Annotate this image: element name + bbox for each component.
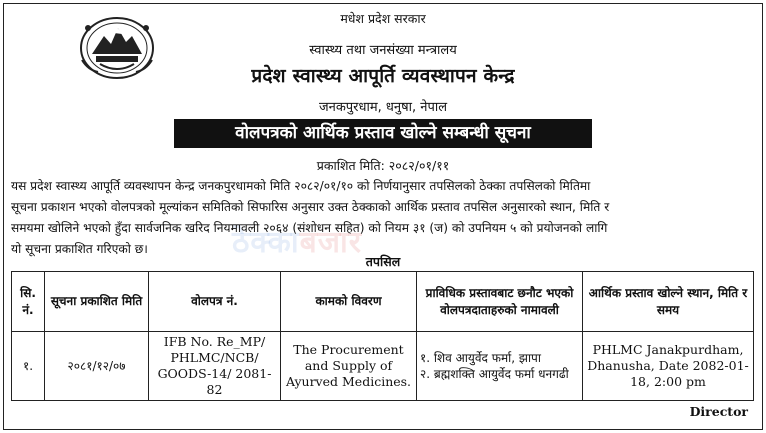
- office-name: प्रदेश स्वास्थ्य आपूर्ति व्यवस्थापन केन्द्र: [251, 65, 515, 87]
- published-date: प्रकाशित मिति: २०८२/०१/११: [316, 158, 450, 173]
- col-header-date: सूचना प्रकाशित मिति: [45, 272, 149, 332]
- notice-body: [11, 176, 753, 260]
- govt-name: मधेश प्रदेश सरकार: [340, 11, 426, 26]
- office-location: जनकपुरधाम, धनुषा, नेपाल: [318, 100, 448, 115]
- cell-date: २०८१/१२/०७: [45, 332, 149, 401]
- body-line: सूचना प्रकाशन भएको वोलपत्रको मूल्यांकन समितिको सिफारिस अनुसार उक्त ठेक्काको आर्थिक प्रस्ताव तपसिल अनुसारको स्थान, मिति र: [11, 200, 610, 214]
- col-header-sn: सि. नं.: [12, 272, 45, 332]
- body-line: समयमा खोलिने भएको हुँदा सार्वजनिक खरिद नियमावली २०६४ (संशोधन सहित) को नियम ३१ (ज) को उपनियम ५ को प्रयोजनको लागि: [11, 221, 608, 235]
- schedule-table: [11, 271, 754, 401]
- cell-ifb: IFB No. Re_MP/ PHLMC/NCB/ GOODS-14/ 2081-82: [149, 332, 281, 401]
- watermark-part1: ठेक्का: [232, 225, 300, 260]
- schedule-heading: तपसिल: [365, 254, 401, 269]
- col-header-ifb: वोलपत्र नं.: [149, 272, 281, 332]
- col-header-opening: आर्थिक प्रस्ताव खोल्ने स्थान, मिति र समय: [583, 272, 754, 332]
- watermark-part2: बजार: [299, 225, 363, 260]
- ministry-name: स्वास्थ्य तथा जनसंख्या मन्त्रालय: [309, 43, 457, 58]
- col-header-description: कामको विवरण: [281, 272, 417, 332]
- signature-title: Director: [689, 404, 748, 419]
- bidder-item: १. शिव आयुर्वेद फर्मा, झापा: [420, 351, 541, 365]
- cell-description: The Procurement and Supply of Ayurved Medicines.: [281, 332, 417, 401]
- col-header-bidders: प्राविधिक प्रस्तावबाट छनौट भएको वोलपत्रदाताहरुको नामावली: [417, 272, 583, 332]
- body-line: यो सूचना प्रकाशित गरिएको छ।: [11, 242, 148, 256]
- cell-opening: PHLMC Janakpurdham, Dhanusha, Date 2082-01-18, 2:00 pm: [583, 332, 754, 401]
- table-row: [12, 332, 754, 401]
- cell-sn: १.: [12, 332, 45, 401]
- body-line: यस प्रदेश स्वास्थ्य आपूर्ति व्यवस्थापन केन्द्र जनकपुरधामको मिति २०८२/०१/१० को निर्णयानुसार तपसिलको ठेक्का तपसिलको मितिमा: [11, 179, 591, 193]
- bidder-item: २. ब्रह्मशक्ति आयुर्वेद फर्मा धनगढी: [420, 367, 569, 381]
- table-header-row: [12, 272, 754, 332]
- cell-bidders: [417, 332, 583, 401]
- notice-title: वोलपत्रको आर्थिक प्रस्ताव खोल्ने सम्बन्धी सूचना: [174, 119, 592, 148]
